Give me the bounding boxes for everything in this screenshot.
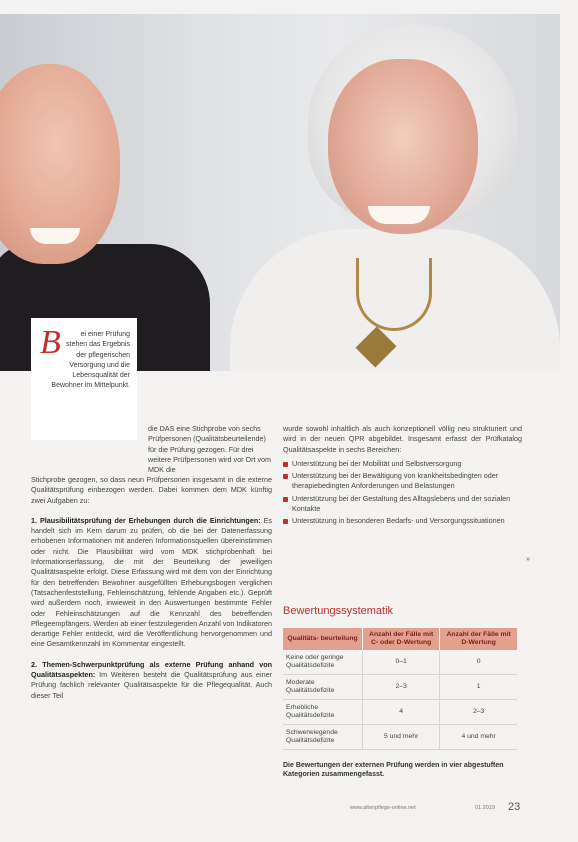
list-item: Unterstützung bei der Bewältigung von krankheitsbedingten oder therapiebedingten Anforderungen und Belastungen <box>283 471 522 492</box>
left-paragraph-3 <box>31 660 272 701</box>
paragraph-2-body: Es handelt sich im Kern darum zu prüfen, ob die bei der Datenerfassung erhobenen Informationen mit anderen Informationsquellen übereinstimmen oder nicht. Die Plausibilität wird vom MDK stichprobenhaft bei Informationserfassung, die mit der Beurteilung der jeweiligen Qualitätsaspekte erfolgt. Diese Erfassung wird mit dem von der Einrichtung für den betreffenden Bewohner ausgefüllten Erhebungsbogen verglichen (Tatsachenfeststellung, Fehleinschätzung, fehlende Angaben etc.). Geprüft wird außerdem noch, inwieweit in den Auswertungen bestimmte Fehler oder Fehleinschätzungen auf die Kennzahl des betreffenden Pflegeempfängers. Werden ab einer festzulegenden Anzahl von Indikatoren derartige Fehler entdeckt, wird die Veröffentlichung hervorgenommen und eine Gesamtkennzahl im Kommentar eingestellt. <box>31 515 272 649</box>
table-cell: 2–3 <box>363 675 440 700</box>
table-cell: Schwerwiegende Qualitätsdefizite <box>283 725 363 750</box>
section-title: Bewertungssystematik <box>283 605 394 617</box>
footer-url: www.altenpflege-online.net <box>350 805 416 811</box>
continue-arrow-icon: » <box>526 556 530 563</box>
intro-continued: die DAS eine Stichprobe von sechs Prüfpersonen (Qualitätsbeurteilende) für die Prüfung gezogen. Für drei weitere Prüfpersonen wird vor Ort vom MDK die <box>148 424 272 475</box>
page-number: 23 <box>508 801 521 813</box>
table-header: Qualitäts- beurteilung <box>283 628 363 650</box>
paragraph-3-body: Im Weiteren besteht die Qualitätsprüfung aus einer Prüfung fachlich relevanter Qualitätsaspekte für die Pflegequalität. Auch dieser Teil <box>31 670 272 700</box>
table-header-row <box>283 628 517 650</box>
table-header: Anzahl der Fälle mit D-Wertung <box>440 628 517 650</box>
dropcap: B <box>40 324 61 361</box>
photo-woman-smile <box>368 206 430 224</box>
table-cell: Moderate Qualitätsdefizite <box>283 675 363 700</box>
list-item: Unterstützung bei der Mobilität und Selbstversorgung <box>283 459 522 469</box>
table-cell: 4 und mehr <box>440 725 517 750</box>
list-item: Unterstützung in besonderen Bedarfs- und Versorgungssituationen <box>283 516 522 526</box>
paragraph-2-heading: 1. Plausibilitätsprüfung der Erhebungen durch die Einrichtungen: <box>31 515 261 525</box>
table-header: Anzahl der Fälle mit C- oder D-Wertung <box>363 628 440 650</box>
table-cell: 4 <box>363 700 440 725</box>
intro-text <box>40 324 130 392</box>
footer-issue: 01.2019 <box>475 805 495 811</box>
left-paragraph-2 <box>31 516 272 650</box>
table-cell: Keine oder geringe Qualitätsdefizite <box>283 650 363 675</box>
right-paragraph-1: wurde sowohl inhaltlich als auch konzeptionell völlig neu strukturiert und wird in der neuen QPR abgebildet. Insgesamt erfasst der Prüfkatalog Qualitätsaspekte in sechs Bereichen: <box>283 424 522 454</box>
list-item: Unterstützung bei der Gestaltung des Alltagslebens und der sozialen Kontakte <box>283 494 522 515</box>
table-cell: 0 <box>440 650 517 675</box>
left-paragraph-1: Stichprobe gezogen, so dass neun Prüfpersonen insgesamt in die externe Qualitätsprüfung einbezogen werden. Dabei kommen dem MDK künftig zwei Aufgaben zu: <box>31 475 272 505</box>
table-cell: 2–3 <box>440 700 517 725</box>
intro-body: ei einer Prüfung stehen das Ergebnis der pflegerischen Versorgung und die Lebensqualität der Bewohner im Mittelpunkt. <box>51 331 130 390</box>
table-row <box>283 700 517 725</box>
table-cell: Erhebliche Qualitätsdefizite <box>283 700 363 725</box>
right-column <box>283 424 522 529</box>
table-row <box>283 650 517 675</box>
table-row <box>283 725 517 750</box>
table-row <box>283 675 517 700</box>
rating-table <box>283 628 517 750</box>
table-caption: Die Bewertungen der externen Prüfung werden in vier abgestuften Kategorien zusammengefasst. <box>283 762 504 778</box>
table-cell: 0–1 <box>363 650 440 675</box>
left-column <box>31 475 272 711</box>
table-cell: 1 <box>440 675 517 700</box>
bullet-list <box>283 459 522 527</box>
table-cell: 5 und mehr <box>363 725 440 750</box>
photo-necklace <box>356 258 432 331</box>
paragraph-3-heading: 2. Themen-Schwerpunktprüfung als externe Prüfung anhand von Qualitätsaspekten: <box>31 659 272 680</box>
